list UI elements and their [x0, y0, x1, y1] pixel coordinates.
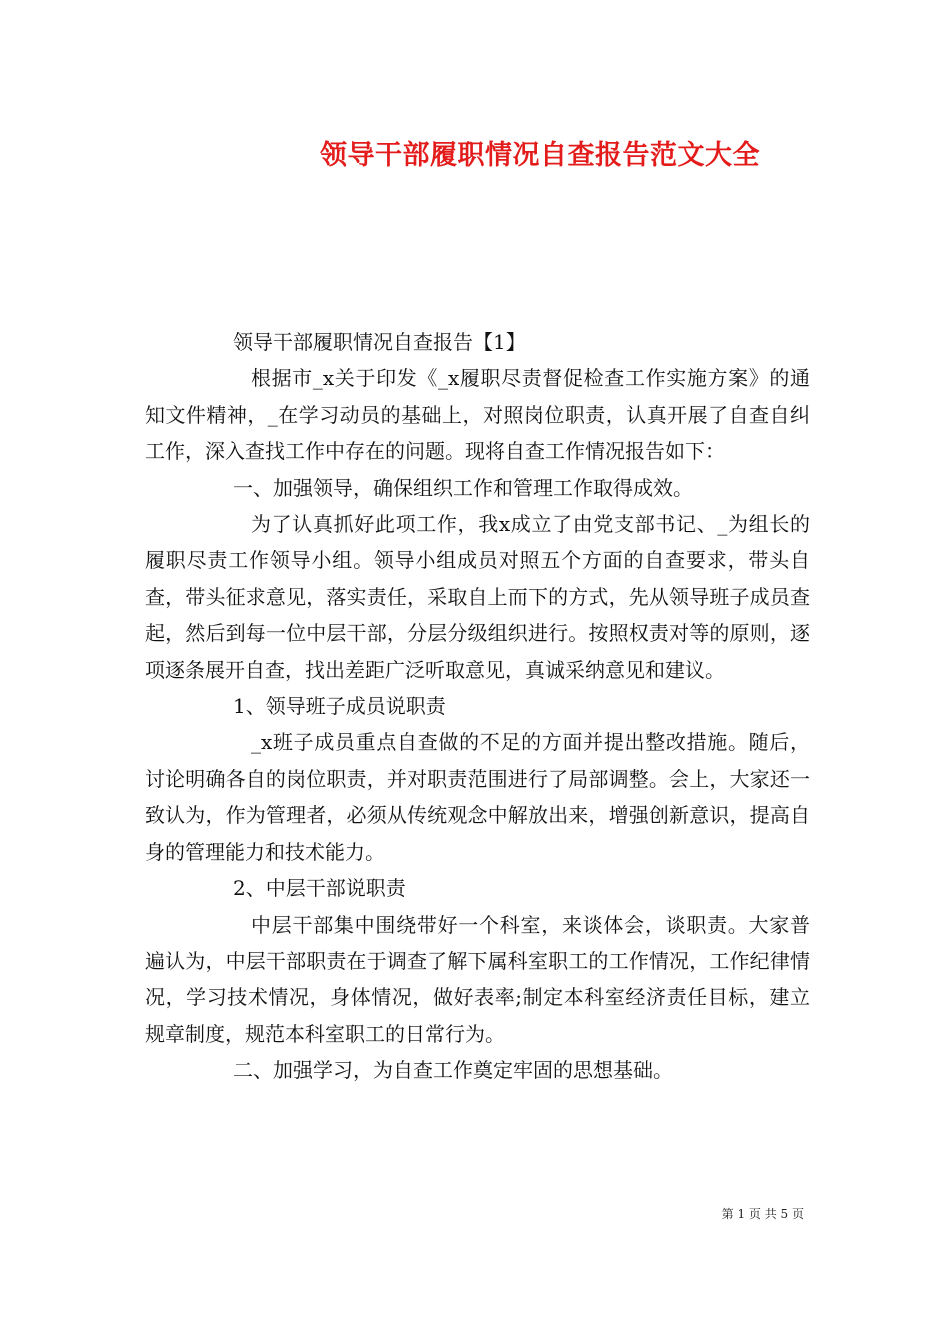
report-subtitle: 领导干部履职情况自查报告【1】 [233, 330, 526, 354]
document-body [145, 324, 810, 1089]
paragraph-middle-managers: 中层干部集中围绕带好一个科室，来谈体会，谈职责。大家普遍认为，中层干部职责在于调查了解下属科室职工的工作情况，工作纪律情况，学习技术情况，身体情况，做好表率;制定本科室经济责任目标，建立规章制度，规范本科室职工的日常行为。 [145, 912, 810, 1046]
paragraph-leaders-duties: _x班子成员重点自查做的不足的方面并提出整改措施。随后，讨论明确各自的岗位职责，并对职责范围进行了局部调整。会上，大家还一致认为，作为管理者，必须从传统观念中解放出来，增强创新意识，提高自身的管理能力和技术能力。 [145, 730, 810, 864]
page-number: 第 1 页 共 5 页 [721, 1207, 804, 1221]
document-title: 领导干部履职情况自查报告范文大全 [320, 140, 760, 171]
subheading-1: 1、领导班子成员说职责 [233, 694, 446, 719]
paragraph-intro: 根据市_x关于印发《_x履职尽责督促检查工作实施方案》的通知文件精神，_在学习动员的基础上，对照岗位职责，认真开展了自查自纠工作，深入查找工作中存在的问题。现将自查工作情况报告如下： [145, 366, 810, 464]
section-heading-2: 二、加强学习，为自查工作奠定牢固的思想基础。 [233, 1058, 673, 1083]
section-heading-1: 一、加强领导，确保组织工作和管理工作取得成效。 [233, 475, 693, 500]
subheading-2: 2、中层干部说职责 [233, 876, 406, 901]
paragraph-leadership: 为了认真抓好此项工作，我x成立了由党支部书记、_为组长的履职尽责工作领导小组。领导小组成员对照五个方面的自查要求，带头自查，带头征求意见，落实责任，采取自上而下的方式，先从领导班子成员查起，然后到每一位中层干部，分层分级组织进行。按照权责对等的原则，逐项逐条展开自查，找出差距广泛听取意见，真诚采纳意见和建议。 [145, 512, 810, 682]
